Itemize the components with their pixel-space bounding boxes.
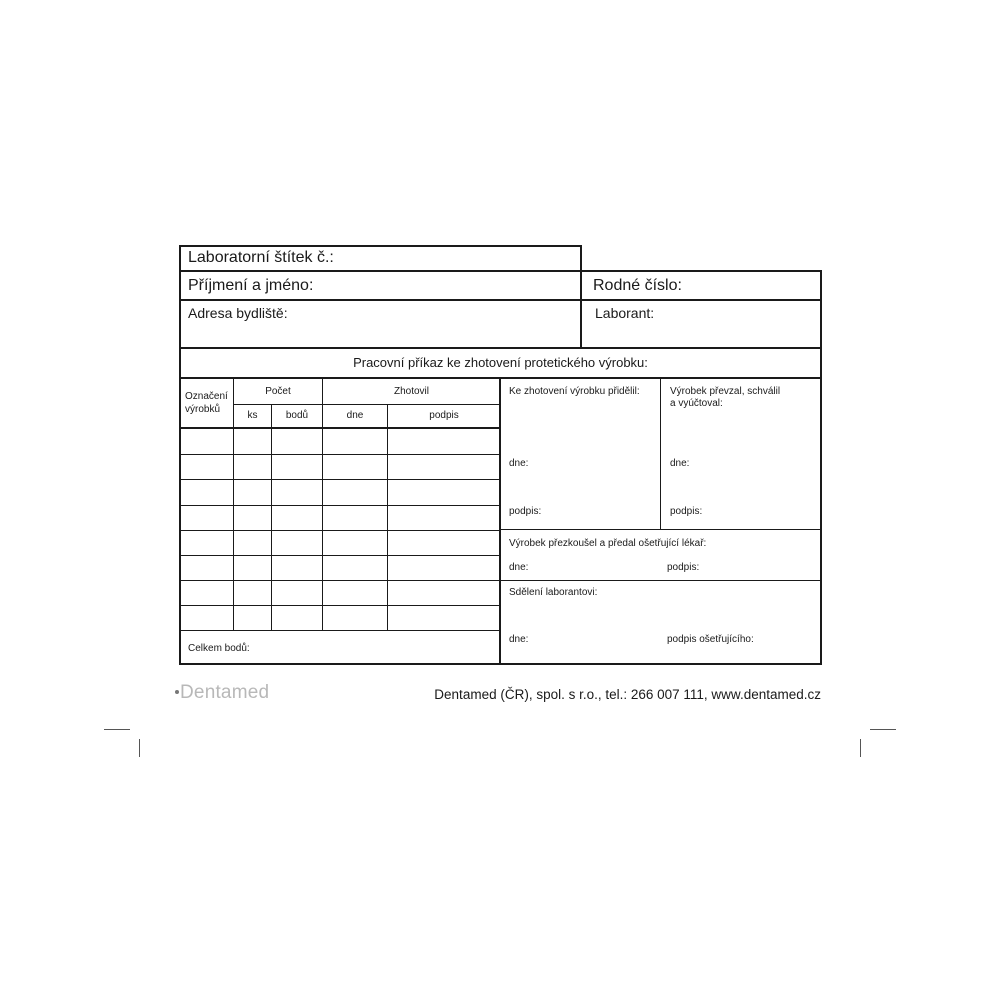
address-field: Adresa bydliště:: [188, 305, 288, 321]
message-label: Sdělení laborantovi:: [509, 587, 598, 598]
frame-right: [820, 270, 822, 665]
col-made-label: Zhotovil: [393, 386, 429, 397]
col-product-label-1: Označení: [185, 391, 228, 402]
table-total-line: [180, 630, 500, 631]
sub-points-label: bodů: [285, 410, 309, 421]
table-col-line-2: [271, 404, 272, 631]
frame-bottom: [179, 663, 822, 665]
frame-line-3: [179, 299, 822, 301]
signature-label-3: podpis:: [667, 562, 700, 573]
crop-mark-right-h: [870, 729, 896, 730]
table-col-line-4: [387, 404, 388, 631]
signature-label-2: podpis:: [670, 506, 703, 517]
crop-mark-left-h: [104, 729, 130, 730]
table-row-line: [180, 454, 500, 455]
received-label-1: Výrobek převzal, schválil: [670, 386, 781, 397]
total-points-label: Celkem bodů:: [188, 643, 250, 654]
checked-label: Výrobek přezkoušel a předal ošetřující lékař:: [509, 538, 707, 549]
table-row-line: [180, 505, 500, 506]
right-row-line-1: [500, 529, 821, 530]
table-row-line: [180, 605, 500, 606]
table-subheader-line: [233, 404, 500, 405]
logo-dot-icon: [175, 690, 179, 694]
frame-top-left: [179, 245, 582, 247]
table-row-line: [180, 580, 500, 581]
work-order-title: Pracovní příkaz ke zhotovení protetického výrobku:: [353, 355, 648, 370]
table-row-line: [180, 530, 500, 531]
col-count-label: Počet: [265, 386, 291, 397]
crop-mark-right-v: [860, 739, 861, 757]
right-row-line-2: [500, 580, 821, 581]
col-product-label-2: výrobků: [185, 404, 221, 415]
right-col-divider: [660, 378, 661, 530]
company-info: Dentamed (ČR), spol. s r.o., tel.: 266 007 111, www.dentamed.cz: [434, 687, 821, 702]
lab-technician-field: Laborant:: [595, 305, 655, 321]
day-label-2: dne:: [670, 458, 690, 469]
dentamed-logo: Dentamed: [180, 682, 270, 703]
sub-day-label: dne: [346, 410, 364, 421]
crop-mark-left-v: [139, 739, 140, 757]
surname-name-field: Příjmení a jméno:: [188, 277, 314, 294]
day-label-1: dne:: [509, 458, 529, 469]
signature-label-4: podpis ošetřujícího:: [667, 634, 754, 645]
table-row-line: [180, 479, 500, 480]
frame-line-2: [179, 270, 822, 272]
received-label-2: a vyúčtoval:: [670, 398, 723, 409]
table-header-bottom: [180, 427, 500, 429]
day-label-4: dne:: [509, 634, 529, 645]
sub-signature-label: podpis: [429, 410, 459, 421]
frame-divider-top: [580, 245, 582, 348]
frame-line-4: [179, 347, 822, 349]
sub-ks-label: ks: [247, 410, 258, 421]
table-row-line: [180, 555, 500, 556]
frame-left: [179, 245, 181, 665]
birth-number-field: Rodné číslo:: [593, 277, 682, 294]
signature-label-1: podpis:: [509, 506, 542, 517]
label-number-field: Laboratorní štítek č.:: [188, 249, 334, 266]
assigned-label: Ke zhotovení výrobku přidělil:: [509, 386, 640, 397]
day-label-3: dne:: [509, 562, 529, 573]
